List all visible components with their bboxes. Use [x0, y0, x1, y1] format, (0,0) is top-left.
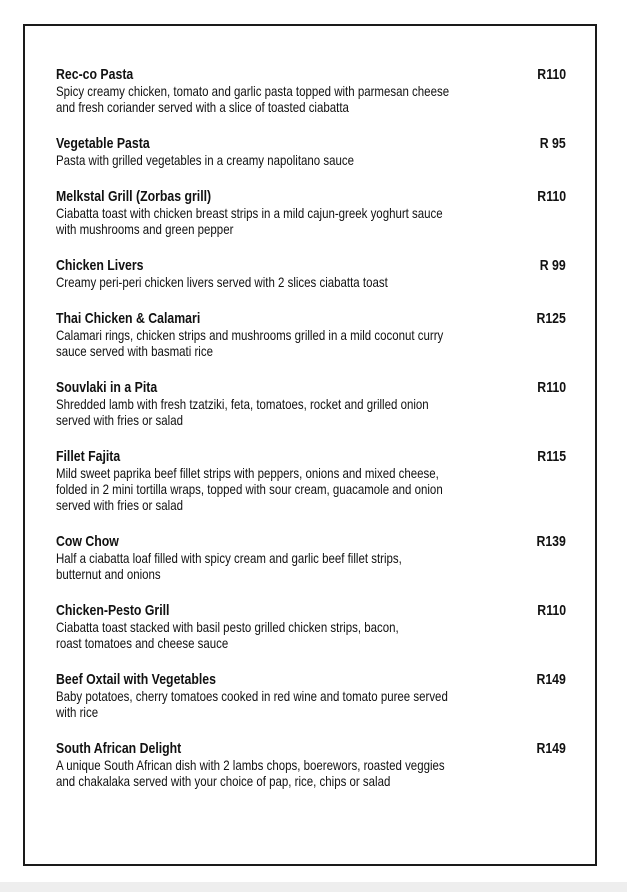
menu-item: [56, 188, 566, 237]
menu-page-frame: [23, 24, 597, 866]
menu-list: [56, 66, 566, 809]
menu-item-price: R110: [537, 602, 566, 619]
menu-item-description: Pasta with grilled vegetables in a creamy napolitano sauce: [56, 152, 355, 168]
menu-item-name: Beef Oxtail with Vegetables: [56, 671, 216, 688]
menu-item-description: Ciabatta toast stacked with basil pesto grilled chicken strips, bacon, roast tomatoes and cheese sauce: [56, 619, 399, 651]
menu-item-description: Calamari rings, chicken strips and mushrooms grilled in a mild coconut curry sauce served with basmati rice: [56, 327, 444, 359]
menu-item-name: Souvlaki in a Pita: [56, 379, 158, 396]
menu-item-name: South African Delight: [56, 740, 182, 757]
menu-item-description: Ciabatta toast with chicken breast strips in a mild cajun-greek yoghurt sauce with mushrooms and green pepper: [56, 205, 443, 237]
menu-item-name: Vegetable Pasta: [56, 135, 150, 152]
menu-item-price: R125: [536, 310, 566, 327]
menu-item-price: R 95: [540, 135, 566, 152]
menu-item: [56, 379, 566, 428]
menu-item-description: Shredded lamb with fresh tzatziki, feta, tomatoes, rocket and grilled onion served with fries or salad: [56, 396, 429, 428]
menu-item-price: R110: [537, 188, 566, 205]
menu-item-price: R139: [536, 533, 566, 550]
menu-item-price: R149: [536, 671, 566, 688]
menu-item-description: Spicy creamy chicken, tomato and garlic pasta topped with parmesan cheese and fresh coriander served with a slice of toasted ciabatta: [56, 83, 450, 115]
menu-item-price: R115: [537, 448, 566, 465]
menu-item-price: R149: [536, 740, 566, 757]
menu-item-name: Cow Chow: [56, 533, 119, 550]
menu-item-name: Thai Chicken & Calamari: [56, 310, 201, 327]
menu-item-price: R110: [537, 379, 566, 396]
menu-item-name: Chicken-Pesto Grill: [56, 602, 170, 619]
menu-item: [56, 135, 566, 168]
menu-item: [56, 257, 566, 290]
menu-item: [56, 671, 566, 720]
menu-item: [56, 66, 566, 115]
menu-item-description: Baby potatoes, cherry tomatoes cooked in red wine and tomato puree served with rice: [56, 688, 448, 720]
menu-item-description: Mild sweet paprika beef fillet strips with peppers, onions and mixed cheese, folded in 2 mini tortilla wraps, topped with sour cream, guacamole and onion served with fries or salad: [56, 465, 443, 513]
menu-item-name: Chicken Livers: [56, 257, 144, 274]
menu-item: [56, 602, 566, 651]
menu-item-description: Creamy peri-peri chicken livers served with 2 slices ciabatta toast: [56, 274, 388, 290]
menu-item: [56, 310, 566, 359]
menu-item-description: Half a ciabatta loaf filled with spicy cream and garlic beef fillet strips, butternut and onions: [56, 550, 402, 582]
menu-item-description: A unique South African dish with 2 lambs chops, boerewors, roasted veggies and chakalaka served with your choice of pap, rice, chips or salad: [56, 757, 445, 789]
menu-item-name: Melkstal Grill (Zorbas grill): [56, 188, 212, 205]
page-bottom-edge: [0, 882, 627, 892]
menu-item: [56, 448, 566, 513]
menu-item-name: Rec-co Pasta: [56, 66, 134, 83]
menu-item: [56, 740, 566, 789]
menu-item: [56, 533, 566, 582]
menu-item-price: R110: [537, 66, 566, 83]
menu-item-name: Fillet Fajita: [56, 448, 121, 465]
menu-item-price: R 99: [540, 257, 566, 274]
